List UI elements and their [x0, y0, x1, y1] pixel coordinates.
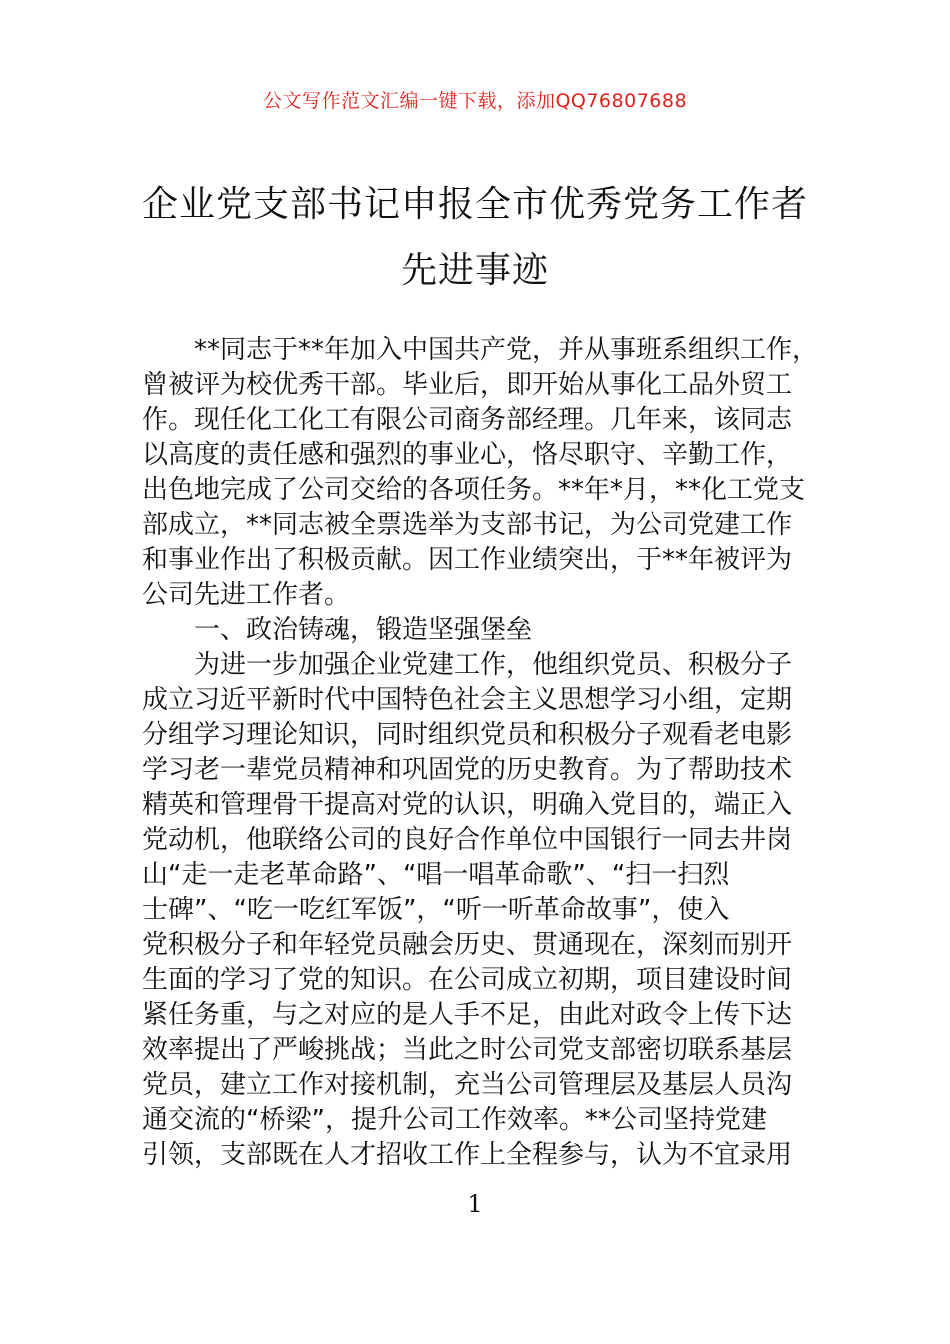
body-line: 学习老一辈党员精神和巩固党的历史教育。为了帮助技术	[142, 755, 793, 785]
document-title-line-1: 企业党支部书记申报全市优秀党务工作者	[141, 184, 808, 225]
page-number: 1	[467, 1190, 483, 1218]
body-line: 和事业作出了积极贡献。因工作业绩突出，于**年被评为	[142, 545, 793, 575]
body-line: 分组学习理论知识，同时组织党员和积极分子观看老电影	[142, 720, 793, 750]
section-heading: 一、政治铸魂，锻造坚强堡垒	[142, 615, 533, 645]
header-download-note: 公文写作范文汇编一键下载，添加QQ76807688	[262, 90, 688, 112]
body-line: 通交流的“桥梁”，提升公司工作效率。**公司坚持党建	[142, 1105, 767, 1135]
body-line: 山“走一走老革命路”、“唱一唱革命歌”、“扫一扫烈	[142, 860, 730, 890]
body-line: 公司先进工作者。	[142, 580, 351, 610]
document-body	[142, 333, 832, 1173]
body-line: 作。现任化工化工有限公司商务部经理。几年来，该同志	[142, 405, 793, 435]
body-line: 党员，建立工作对接机制，充当公司管理层及基层人员沟	[142, 1070, 793, 1100]
body-line: 党动机，他联络公司的良好合作单位中国银行一同去井岗	[142, 825, 793, 855]
body-line: 精英和管理骨干提高对党的认识，明确入党目的，端正入	[142, 790, 793, 820]
body-line: 以高度的责任感和强烈的事业心，恪尽职守、辛勤工作，	[142, 440, 793, 470]
document-title-line-2: 先进事迹	[400, 250, 549, 291]
body-line: 引领，支部既在人才招收工作上全程参与，认为不宜录用	[142, 1140, 793, 1170]
body-line: 部成立，**同志被全票选举为支部书记，为公司党建工作	[142, 510, 793, 540]
body-line: 为进一步加强企业党建工作，他组织党员、积极分子	[142, 650, 793, 680]
body-line: 出色地完成了公司交给的各项任务。**年*月，**化工党支	[142, 475, 806, 505]
body-line: 效率提出了严峻挑战；当此之时公司党支部密切联系基层	[142, 1035, 793, 1065]
body-line: 生面的学习了党的知识。在公司成立初期，项目建设时间	[142, 965, 793, 995]
body-line: 党积极分子和年轻党员融会历史、贯通现在，深刻而别开	[142, 930, 793, 960]
body-line: 曾被评为校优秀干部。毕业后，即开始从事化工品外贸工	[142, 370, 793, 400]
body-line: 士碑”、“吃一吃红军饭”，“听一听革命故事”，使入	[142, 895, 730, 925]
body-line: **同志于**年加入中国共产党，并从事班系组织工作，	[142, 335, 819, 365]
body-line: 成立习近平新时代中国特色社会主义思想学习小组，定期	[142, 685, 793, 715]
body-line: 紧任务重，与之对应的是人手不足，由此对政令上传下达	[142, 1000, 793, 1030]
